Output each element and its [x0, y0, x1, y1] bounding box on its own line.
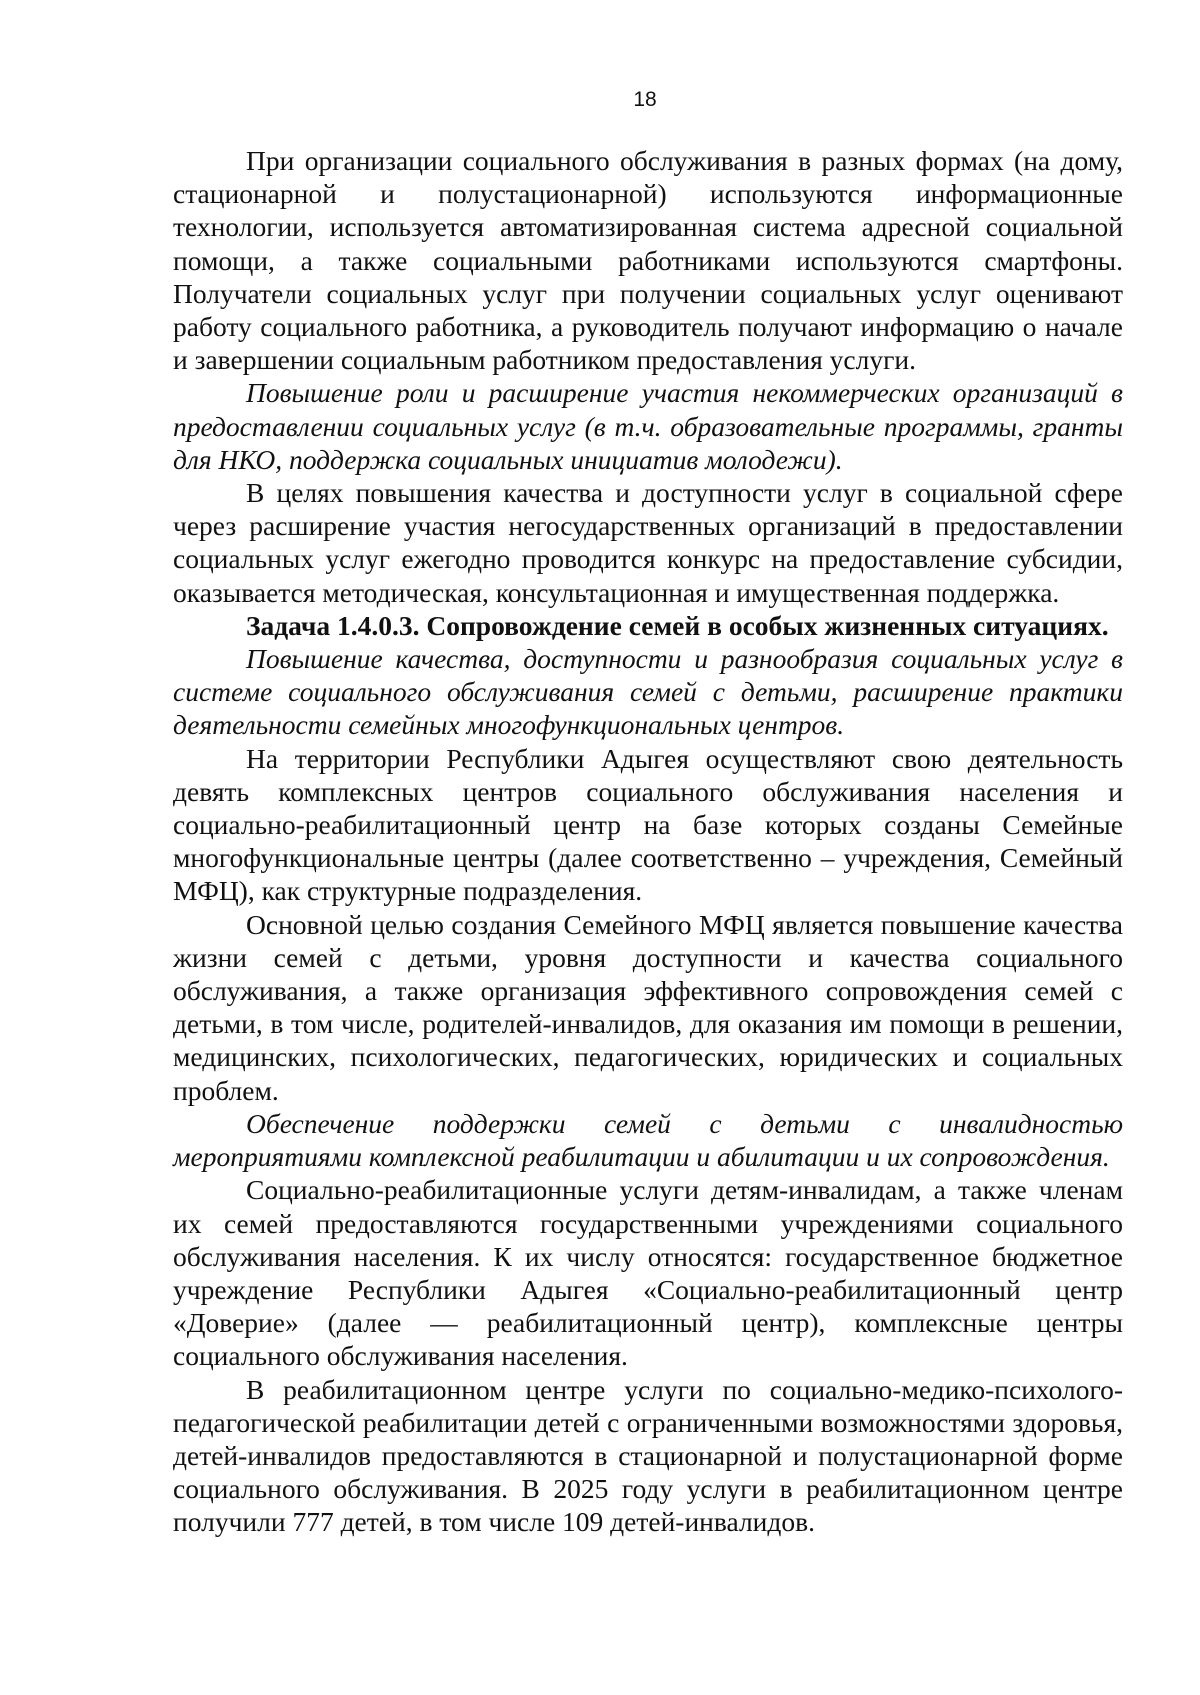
italic-subheading-disability-support: Обеспечение поддержки семей с детьми с инвалидностью мероприятиями комплексной реабилитации и абилитации и их сопровождения.: [173, 1107, 1123, 1173]
italic-subheading-nko-role: Повышение роли и расширение участия некоммерческих организаций в предоставлении социальных услуг (в т.ч. образовательные программы, гранты для НКО, поддержка социальных инициатив молодежи).: [173, 377, 1123, 475]
paragraph-rehabilitation-services: Социально-реабилитационные услуги детям-инвалидам, а также членам их семей предоставляются государственными учреждениями социального обслуживания населения. К их числу относятся: государственное бюджетное учреждение Республики Адыгея «Социально-реабилитационный центр «Доверие» (далее — реабилитационный центр), комплексные центры социального обслуживания населения.: [173, 1174, 1123, 1372]
paragraph-family-mfc-centers: На территории Республики Адыгея осуществляют свою деятельность девять комплексных центров социального обслуживания населения и социально-реабилитационный центр на базе которых созданы Семейные многофункциональные центры (далее соответственно – учреждения, Семейный МФЦ), как структурные подразделения.: [173, 742, 1123, 907]
page-number: 18: [633, 88, 657, 111]
paragraph-family-mfc-goal: Основной целью создания Семейного МФЦ является повышение качества жизни семей с детьми, уровня доступности и качества социального обслуживания, а также организация эффективного сопровождения семей с детьми, в том числе, родителей-инвалидов, для оказания им помощи в решении, медицинских, психологических, педагогических, юридических и социальных проблем.: [173, 908, 1123, 1106]
document-body: [173, 144, 1123, 1539]
paragraph-nko-participation: В целях повышения качества и доступности услуг в социальной сфере через расширение участия негосударственных организаций в предоставлении социальных услуг ежегодно проводится конкурс на предоставление субсидии, оказывается методическая, консультационная и имущественная поддержка.: [173, 477, 1123, 608]
italic-subheading-service-quality: Повышение качества, доступности и разнообразия социальных услуг в системе социального обслуживания семей с детьми, расширение практики деятельности семейных многофункциональных центров.: [173, 643, 1123, 741]
paragraph-rehabilitation-center-stats: В реабилитационном центре услуги по социально-медико-психолого-педагогической реабилитации детей с ограниченными возможностями здоровья, детей-инвалидов предоставляются в стационарной и полустационарной форме социального обслуживания. В 2025 году услуги в реабилитационном центре получили 777 детей, в том числе 109 детей-инвалидов.: [173, 1373, 1123, 1538]
paragraph-informational-technologies: При организации социального обслуживания в разных формах (на дому, стационарной и полустационарной) используются информационные технологии, используется автоматизированная система адресной социальной помощи, а также социальными работниками используются смартфоны. Получатели социальных услуг при получении социальных услуг оценивают работу социального работника, а руководитель получают информацию о начале и завершении социальным работником предоставления услуги.: [173, 145, 1123, 376]
task-heading-family-support: Задача 1.4.0.3. Сопровождение семей в особых жизненных ситуациях.: [246, 609, 1109, 641]
